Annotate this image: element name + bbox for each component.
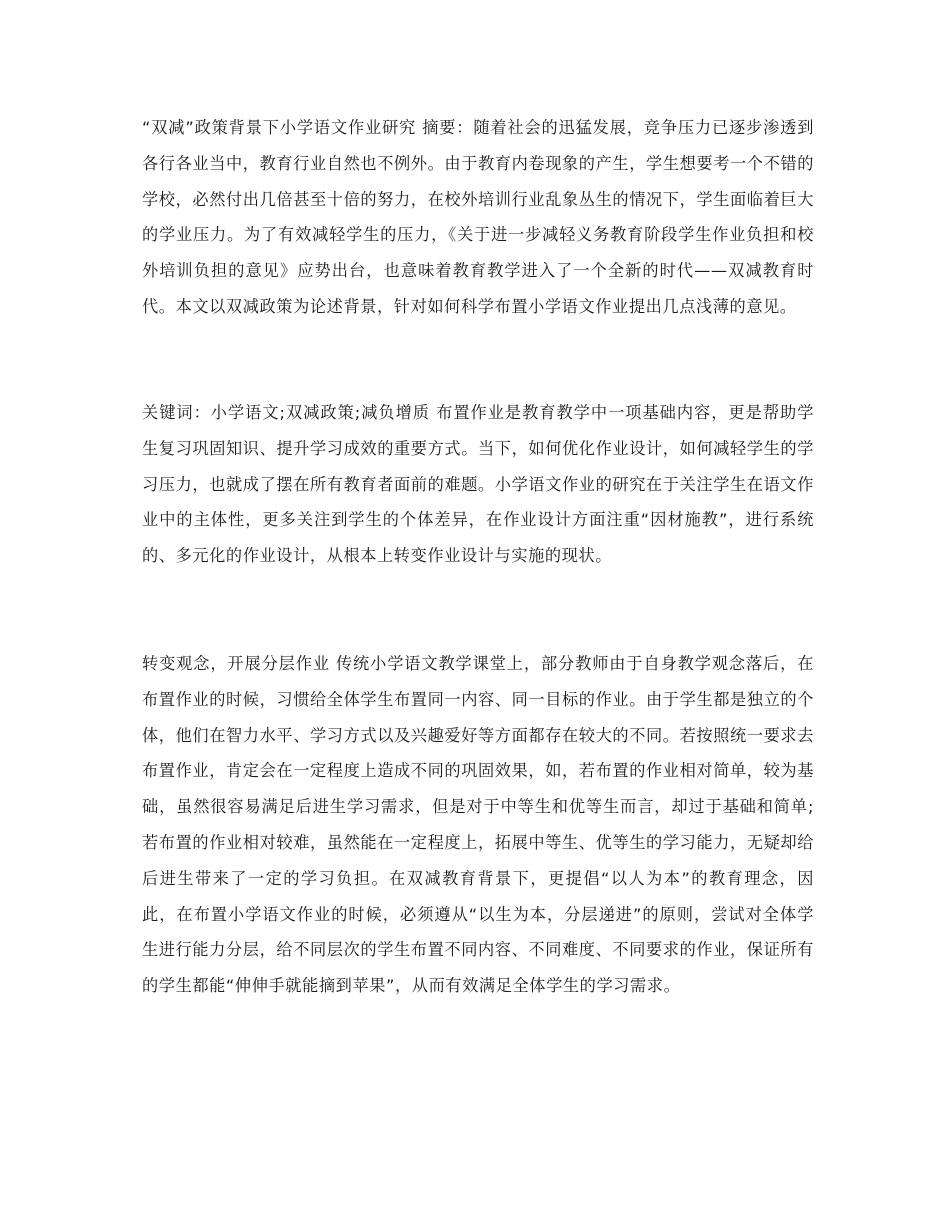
paragraph-layered-homework: 转变观念，开展分层作业 传统小学语文教学课堂上，部分教师由于自身教学观念落后，在布置作业的时候，习惯给全体学生布置同一内容、同一目标的作业。由于学生都是独立的个体，他们在智力水平、学习方式以及兴趣爱好等方面都存在较大的不同。若按照统一要求去布置作业，肯定会在一定程度上造成不同的巩固效果，如，若布置的作业相对简单，较为基础，虽然很容易满足后进生学习需求，但是对于中等生和优等生而言，却过于基础和简单;若布置的作业相对较难，虽然能在一定程度上，拓展中等生、优等生的学习能力，无疑却给后进生带来了一定的学习负担。在双减教育背景下，更提倡“以人为本”的教育理念，因此，在布置小学语文作业的时候，必须遵从“以生为本，分层递进”的原则，尝试对全体学生进行能力分层，给不同层次的学生布置不同内容、不同难度、不同要求的作业，保证所有的学生都能“伸伸手就能摘到苹果”，从而有效满足全体学生的学习需求。 — [142, 654, 814, 996]
paragraph-title-abstract: “双减”政策背景下小学语文作业研究 摘要：随着社会的迅猛发展，竞争压力已逐步渗透到各行各业当中，教育行业自然也不例外。由于教育内卷现象的产生，学生想要考一个不错的学校，必然付出几倍甚至十倍的努力，在校外培训行业乱象丛生的情况下，学生面临着巨大的学业压力。为了有效减轻学生的压力，《关于进一步减轻义务教育阶段学生作业负担和校外培训负担的意见》应势出台，也意味着教育教学进入了一个全新的时代——双减教育时代。本文以双减政策为论述背景，针对如何科学布置小学语文作业提出几点浅薄的意见。 — [142, 118, 814, 316]
paragraph-keywords-intro: 关键词：小学语文;双减政策;减负增质 布置作业是教育教学中一项基础内容，更是帮助学生复习巩固知识、提升学习成效的重要方式。当下，如何优化作业设计，如何减轻学生的学习压力，也就成了摆在所有教育者面前的难题。小学语文作业的研究在于关注学生在语文作业中的主体性，更多关注到学生的个体差异，在作业设计方面注重“因材施教”，进行系统的、多元化的作业设计，从根本上转变作业设计与实施的现状。 — [142, 403, 814, 566]
